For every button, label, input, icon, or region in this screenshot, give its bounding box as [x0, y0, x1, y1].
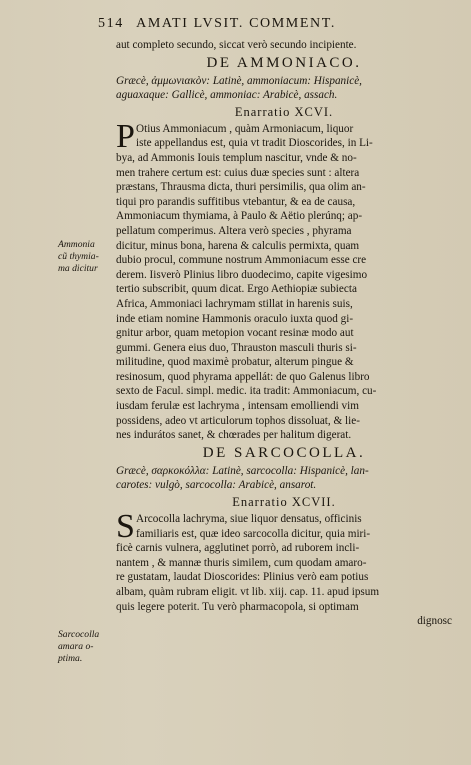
running-title: AMATI LVSIT. COMMENT. — [136, 16, 336, 31]
paragraph-ammoniaco — [116, 117, 452, 443]
text-line: Africa, Ammoniaci lachrymam stillat in harenis suis, — [116, 297, 353, 310]
names-line: aguaxaque: Gallicè, ammoniac: Arabicè, assach. — [116, 89, 338, 102]
margin-note-line: Ammonia — [58, 239, 95, 250]
text-line: nes indurátos sanet, & chœrades per halitum digerat. — [116, 429, 352, 442]
text-line: men trahere certum est: cuius duæ species sunt : altera — [116, 166, 360, 179]
text-column — [116, 38, 452, 629]
paragraph-sarcocolla — [116, 508, 452, 629]
text-line: resinosum, quod phyrama appellát: de quo Galenus libro — [116, 370, 370, 383]
section-heading-ammoniaco: DE AMMONIACO. — [206, 54, 362, 71]
text-line: Ammoniacum thymiama, à Paulo & Aëtio plerúnq; ap- — [116, 210, 363, 223]
text-line: militudine, quod maximè probatur, alterum pingue & — [116, 356, 354, 369]
margin-note-line: amara o- — [58, 641, 94, 652]
text-line: familiaris est, quæ ideo sarcocolla dicitur, quia miri- — [136, 527, 371, 540]
text-line: albam, quàm rubram eligit. vt lib. xiij. cap. 11. apud ipsum — [116, 586, 380, 598]
text-line: Otius Ammoniacum , quàm Armoniacum, liquor — [136, 122, 354, 135]
text-line: nantem , & mannæ thuris similem, cum quodam amaro- — [116, 556, 367, 569]
margin-note-sarcocolla — [58, 629, 120, 665]
text-line: dubio procul, commune nostrum Ammoniacum esse cre — [116, 254, 367, 267]
text-line: possidens, adeo vt articulorum tophos dissoluat, & lie- — [116, 414, 360, 427]
text-line: ficè carnis vulnera, agglutinet porrò, ad ruborem incli- — [116, 542, 360, 555]
section-heading-sarcocolla: DE SARCOCOLLA. — [202, 444, 366, 461]
margin-note-line: cũ thymia- — [58, 251, 99, 262]
text-line: gnitur arbor, quam metopion vocant resinæ modo aut — [116, 327, 354, 340]
margin-note-line: ma dicitur — [58, 263, 98, 274]
text-line: derem. Iisverò Plinius libro duodecimo, capite vigesimo — [116, 268, 368, 281]
text-line: iste appellandus est, quia vt tradit Dioscorides, in Li- — [136, 137, 373, 150]
text-line: iusdam ferulæ est lachryma , intensam emolliendi vim — [116, 400, 359, 413]
text-line: re gustatam, laudat Dioscorides: Plinius verò eam potius — [116, 571, 369, 584]
text-line: pellatum comperimus. Altera verò species , phyrama — [116, 224, 352, 237]
text-line: dicitur, minus bona, harena & calculis permixta, quam — [116, 239, 360, 252]
margin-note-line: Sarcocolla — [58, 629, 100, 640]
page-number: 514 — [98, 16, 124, 31]
names-line: carotes: vulgò, sarcocolla: Arabicè, ansarot. — [116, 479, 317, 492]
catchword: dignosc — [417, 615, 452, 628]
continuation-line: aut completo secundo, siccat verò secundo incipiente. — [116, 39, 357, 51]
text-line: præstans, Thrausma dicta, thuri persimilis, qua olim an- — [116, 181, 366, 194]
drop-cap: P — [116, 117, 135, 155]
text-line: bya, ad Ammonis Iouis templum nascitur, vnde & no- — [116, 151, 357, 164]
drop-cap: S — [116, 508, 135, 546]
names-line: Græcè, ἀμμωνιακὸν: Latinè, ammoniacum: Hispanicè, — [116, 74, 362, 87]
text-line: inde etiam nomine Hammonis oraculo iuxta quod gi- — [116, 312, 354, 325]
names-line: Græcè, σαρκοκόλλα: Latinè, sarcocolla: Hispanicè, lan- — [116, 464, 369, 477]
margin-note-ammoniacum — [58, 239, 120, 275]
enarratio-heading: Enarratio XCVII. — [232, 495, 336, 510]
text-line: tertio subscribit, quum dicat. Ergo Aethiopiæ subiecta — [116, 283, 357, 296]
text-line: quis legere poterit. Tu verò pharmacopola, si optimam — [116, 600, 359, 613]
running-head — [98, 16, 448, 32]
text-line: Arcocolla lachryma, siue liquor densatus, officinis — [136, 513, 362, 526]
text-line: tiqui pro parandis suffitibus vtebantur, & ea de causa, — [116, 195, 356, 208]
margin-note-line: ptima. — [58, 653, 83, 664]
enarratio-heading: Enarratio XCVI. — [234, 104, 334, 119]
text-line: gummi. Genera eius duo, Thrauston masculi thuris si- — [116, 341, 357, 354]
text-line: sexto de Facul. simpl. medic. ita tradit: Ammoniacum, cu- — [116, 385, 377, 398]
